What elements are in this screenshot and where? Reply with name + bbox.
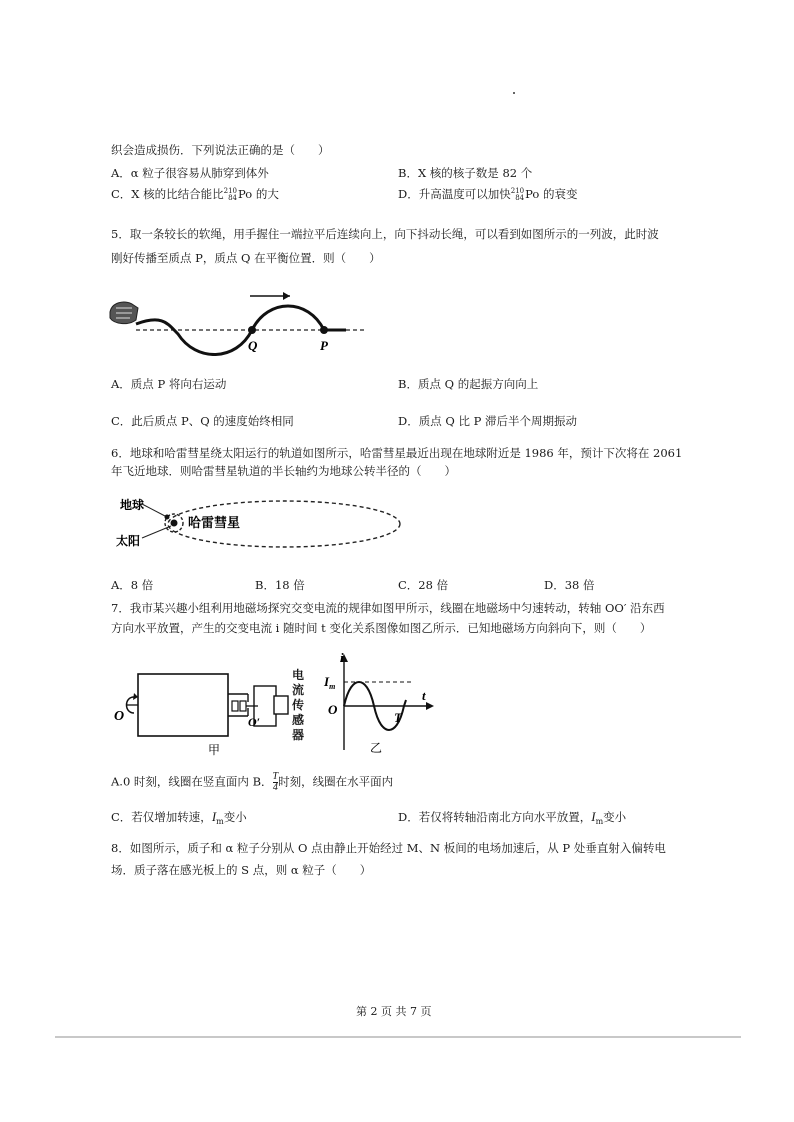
- label-comet: 哈雷彗星: [188, 516, 241, 531]
- po-nuclide-numbers: 210 84: [223, 187, 238, 202]
- axis-label-t: t: [422, 688, 426, 703]
- q6-orbit-figure: [108, 490, 408, 560]
- q4-stem-end: 织会造成损伤．下列说法正确的是（ ）: [111, 143, 330, 157]
- q4-option-c: [111, 186, 279, 202]
- current-sensor: [274, 696, 288, 714]
- q4-option-c-post: Po 的大: [238, 187, 279, 201]
- point-p: [320, 326, 328, 334]
- q6-option-a: A．8 倍: [111, 578, 154, 592]
- q5-wave-figure: [108, 284, 370, 356]
- coil: [138, 674, 228, 736]
- label-o: O: [114, 709, 125, 724]
- point-q: [248, 326, 256, 334]
- q7-stem-line1: 7．我市某兴趣小组利用地磁场探究交变电流的规律如图甲所示，线圈在地磁场中匀速转动，转轴 OO′ 沿东西: [111, 601, 665, 615]
- q7-option-d: D．若仅将转轴沿南北方向水平放置，$I_m$变小: [398, 809, 627, 826]
- current-sensor-label: 电 流 传 感 器: [292, 668, 305, 742]
- label-q: Q: [248, 338, 258, 353]
- q8-stem-line1: 8．如图所示，质子和 α 粒子分别从 O 点由静止开始经过 M、N 板间的电场加速后，从 P 处垂直射入偏转电: [111, 841, 666, 855]
- q4-option-d-pre: D．升高温度可以加快: [398, 187, 511, 201]
- q7-option-a-b: [111, 772, 393, 793]
- q5-stem-line1: 5．取一条较长的软绳，用手握住一端拉平后连续向上，向下抖动长绳，可以看到如图所示的一列波，此时波: [111, 227, 659, 241]
- q4-option-c-pre: C．X 核的比结合能比: [111, 187, 224, 201]
- q6-option-b: B．18 倍: [255, 578, 305, 592]
- label-earth: 地球: [120, 498, 145, 512]
- q4-option-b: B．X 核的核子数是 82 个: [398, 166, 533, 180]
- scan-speck: [513, 92, 515, 94]
- q5-stem-line2: 刚好传播至质点 P，质点 Q 在平衡位置．则（ ）: [111, 251, 381, 265]
- q6-stem-line2: 年飞近地球．则哈雷彗星轨道的半长轴约为地球公转半径的（ ）: [111, 464, 456, 478]
- slip-ring-1: [232, 701, 238, 711]
- label-sun: 太阳: [116, 534, 141, 548]
- q6-option-c: C．28 倍: [398, 578, 449, 592]
- label-im: $I_m$: [324, 674, 336, 691]
- footer-divider: [55, 1036, 741, 1038]
- label-T: T: [394, 710, 402, 725]
- po-nuclide-numbers-d: 210 84: [510, 187, 525, 202]
- q6-option-d: D．38 倍: [544, 578, 595, 592]
- label-o-prime: O′: [248, 715, 261, 729]
- earth-icon: [165, 515, 170, 520]
- page-number: 第 2 页 共 7 页: [356, 1005, 432, 1018]
- q6-stem-line1: 6．地球和哈雷彗星绕太阳运行的轨道如图所示，哈雷彗星最近出现在地球附近是 1986 年，预计下次将在 2061: [111, 446, 683, 460]
- q4-option-d-post: Po 的衰变: [525, 187, 578, 201]
- q5-option-d: D．质点 Q 比 P 滞后半个周期振动: [398, 414, 578, 428]
- q7-option-b-post: 时刻，线圈在水平面内: [278, 774, 394, 789]
- q7-figure-yi: [318, 650, 438, 760]
- q7-option-c: C．若仅增加转速，$I_m$变小: [111, 809, 247, 826]
- label-yi: 乙: [370, 741, 383, 755]
- q5-option-b: B．质点 Q 的起振方向向上: [398, 377, 539, 391]
- q4-option-d: [398, 186, 577, 202]
- q5-option-c: C．此后质点 P、Q 的速度始终相同: [111, 414, 294, 428]
- q4-option-a: A．α 粒子很容易从肺穿到体外: [111, 166, 269, 180]
- q8-stem-line2: 场．质子落在感光板上的 S 点，则 α 粒子（ ）: [111, 863, 372, 877]
- label-p: P: [320, 338, 328, 353]
- sun-icon: [171, 520, 178, 527]
- q7-stem-line2: 方向水平放置，产生的交变电流 i 随时间 t 变化关系图像如图乙所示．已知地磁场方向斜向下，则（ ）: [111, 621, 652, 635]
- slip-ring-2: [240, 701, 246, 711]
- label-jia: 甲: [208, 743, 221, 757]
- arrow-head-icon: [283, 292, 290, 300]
- q5-option-a: A．质点 P 将向右运动: [111, 377, 227, 391]
- t-over-4: $\frac{T}{4}$: [272, 771, 279, 793]
- q7-option-a: A.0 时刻，线圈在竖直面内 B．: [111, 774, 273, 789]
- label-origin: O: [328, 702, 338, 717]
- axis-label-i: i: [340, 650, 344, 665]
